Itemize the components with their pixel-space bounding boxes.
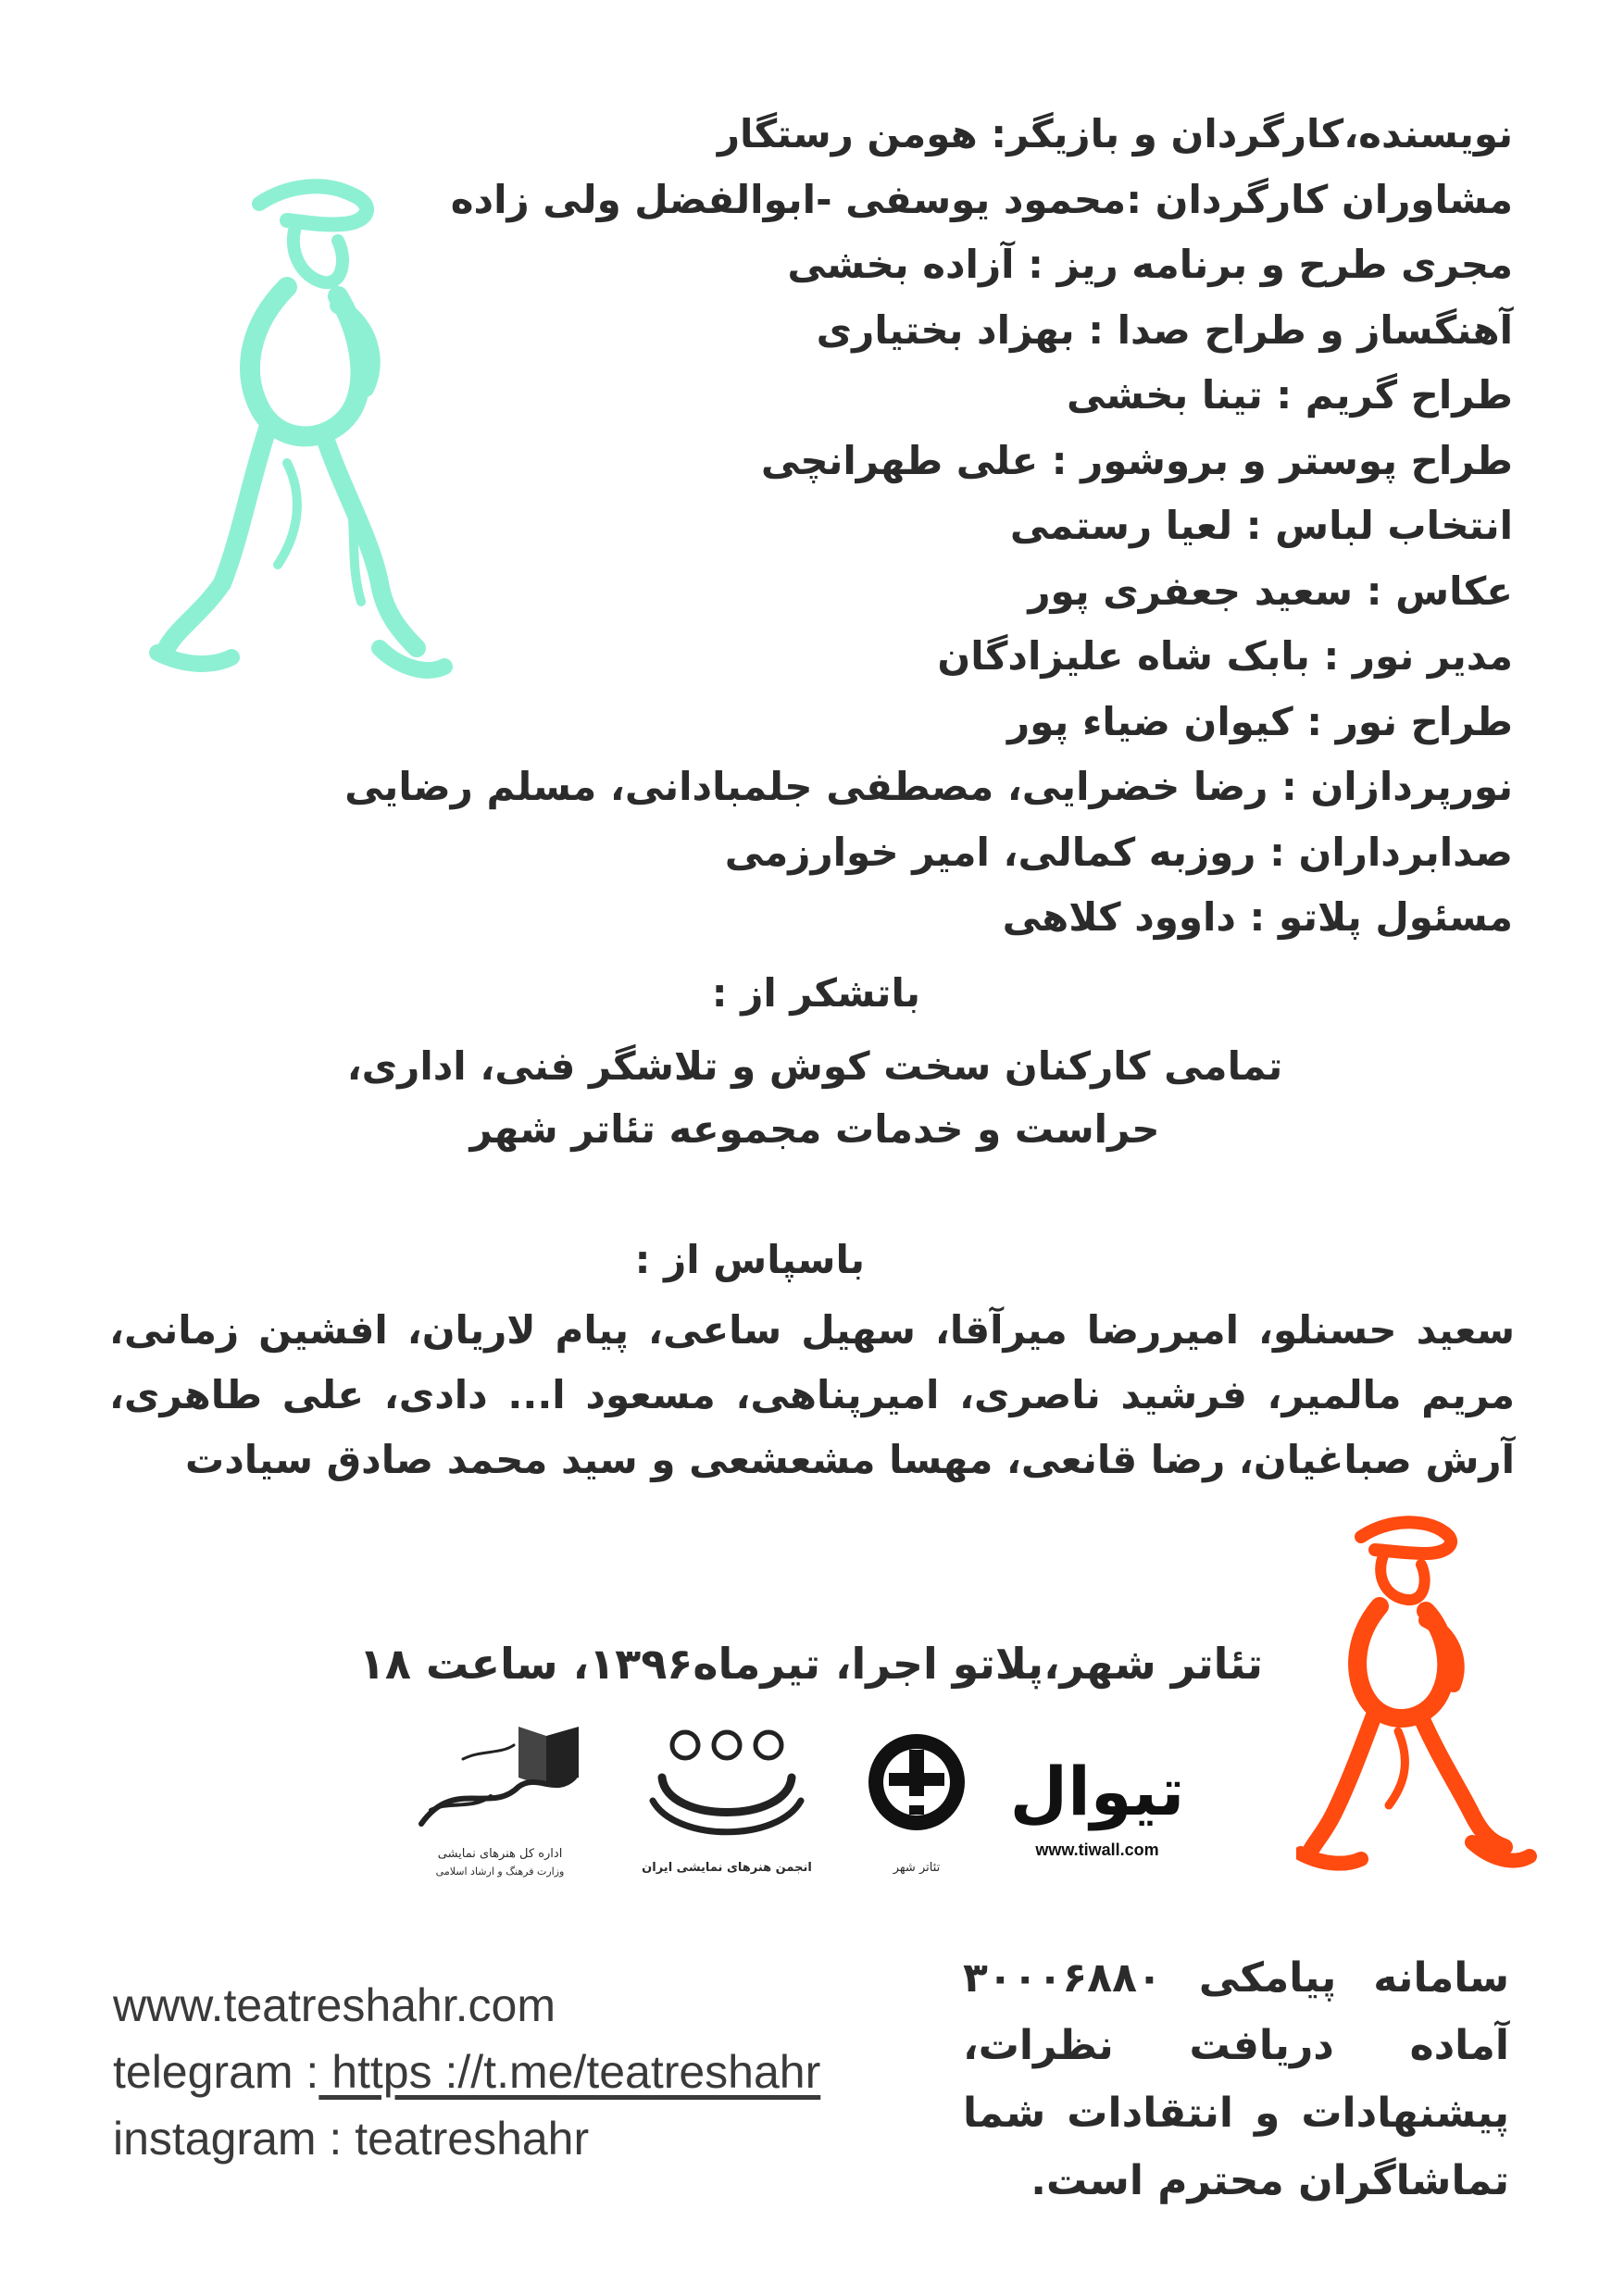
telegram-link[interactable]: https ://t.me/teatreshahr [319, 2046, 821, 2098]
anjoman-caption: انجمن هنرهای نمایشی ایران [642, 1861, 812, 1875]
credits-list [217, 102, 1513, 951]
credit-line: طراح نور : کیوان ضیاء پور [1007, 698, 1513, 744]
credit-line: مدیر نور : بابک شاه علیزادگان [937, 633, 1513, 679]
teatreshahr-logo [861, 1722, 972, 1889]
credit-line: مشاوران کارگردان :محمود یوسفی -ابوالفضل ولی زاده [450, 176, 1513, 222]
anjoman-logo [639, 1722, 815, 1889]
orange-front-leg [1421, 1717, 1505, 1847]
sms-feedback-note: سامانه پیامکی ۳۰۰۰۶۸۸۰ آماده دریافت نظرات، پیشنهادات و انتقادات شما تماشاگران محترم است. [963, 1954, 1509, 2204]
figure-orange-strokes [1301, 1522, 1530, 1863]
credit-line: مجری طرح و برنامه ریز : آزاده بخشی [787, 242, 1513, 287]
thanks-body: تمامی کارکنان سخت کوش و تلاشگر فنی، اداری، حراست و خدمات مجموعه تئاتر شهر [346, 1043, 1283, 1152]
edare-kol-caption: اداره کل هنرهای نمایشی [437, 1847, 563, 1861]
credit-line: طراح پوستر و بروشور : علی طهرانچی [760, 437, 1513, 483]
orange-back-leg [1310, 1713, 1375, 1852]
venue-date-line: تئاتر شهر،پلاتو اجرا، تیرماه۱۳۹۶، ساعت ۱۸ [358, 1639, 1263, 1689]
credit-line: طراح گریم : تینا بخشی [1067, 372, 1513, 418]
telegram-line [113, 2039, 946, 2105]
telegram-label: telegram : [113, 2046, 319, 2098]
anjoman-emblem-icon [639, 1722, 815, 1852]
orange-back-shoe [1301, 1853, 1361, 1864]
sponsor-logos [407, 1722, 1185, 1889]
edare-kol-emblem-icon [407, 1722, 593, 1842]
instagram-line[interactable]: instagram : teatreshahr [113, 2113, 590, 2165]
credit-line: انتخاب لباس : لعیا رستمی [1009, 503, 1513, 548]
credit-line: عکاس : سعید جعفری پور [1028, 568, 1513, 614]
credit-line: آهنگساز و طراح صدا : بهزاد بختیاری [816, 306, 1513, 353]
orange-head [1380, 1554, 1424, 1600]
orange-cap [1361, 1522, 1451, 1554]
credit-line: نورپردازان : رضا خضرایی، مصطفی جلمبادانی، مسلم رضایی [344, 764, 1513, 809]
orange-cloth-line [1389, 1731, 1405, 1805]
edare-kol-subcaption: وزارت فرهنگ و ارشاد اسلامی [435, 1866, 565, 1878]
tiwall-wordmark: تیوال [1009, 1753, 1185, 1830]
teatreshahr-emblem-icon [861, 1722, 972, 1852]
teatreshahr-caption: تئاتر شهر [893, 1861, 941, 1875]
credit-line: صدابرداران : روزبه کمالی، امیر خوارزمی [724, 829, 1513, 875]
walking-figure-orange-illustration [1296, 1509, 1537, 1879]
contact-links [113, 1972, 946, 2172]
thanks-heading: باتشکر از : [711, 970, 920, 1016]
credit-line: نویسنده،کارگردان و بازیگر: هومن رستگار [717, 111, 1513, 156]
website-link[interactable]: www.teatreshahr.com [113, 1979, 556, 2031]
appreciation-body: سعید حسنلو، امیررضا میرآقا، سهیل ساعی، پیام لاریان، افشین زمانی، مریم مالمیر، فرشید ناصری، امیرپناهی، مسعود ا... دادی، علی طاهری، آرش صباغیان، رضا قانعی، مهسا مشعشعی و سید محمد صادق سیادت [109, 1307, 1515, 1482]
edare-kol-logo [407, 1722, 593, 1889]
tiwall-logo [1009, 1722, 1185, 1889]
tiwall-url[interactable]: www.tiwall.com [1035, 1841, 1159, 1859]
appreciation-heading: باسپاس از : [634, 1237, 865, 1282]
credit-line: مسئول پلاتو : داوود کلاهی [1002, 894, 1513, 940]
